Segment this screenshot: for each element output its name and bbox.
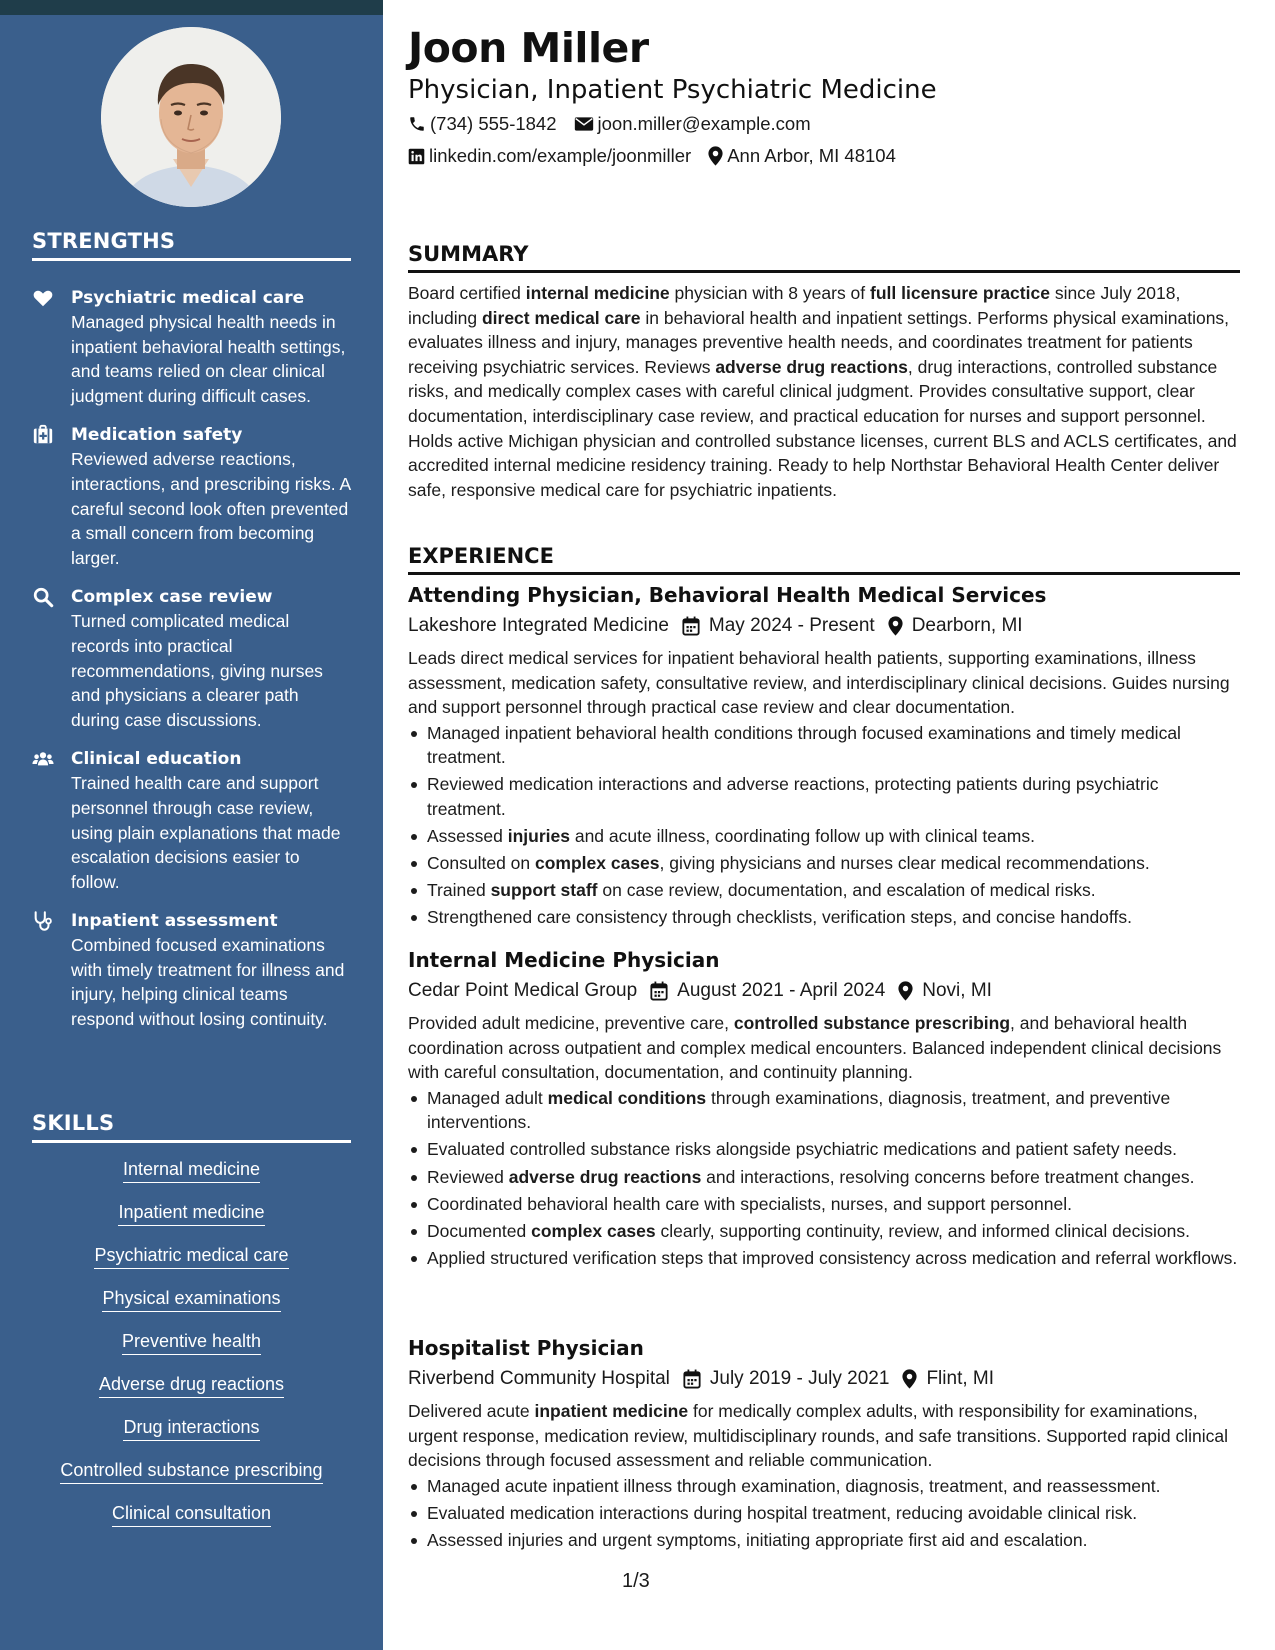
job-company: Riverbend Community Hospital: [408, 1368, 670, 1389]
strength-description: Trained health care and support personnel through case review, using plain explanations that made escalation decisions easier to follow.: [71, 773, 341, 892]
contact-location: Ann Arbor, MI 48104: [708, 145, 896, 167]
bullet-item: Assessed injuries and acute illness, coordinating follow up with clinical teams.: [408, 824, 1240, 849]
medical-kit-icon: [32, 424, 54, 446]
bullet-item: Applied structured verification steps that improved consistency across medication and referral workflows.: [408, 1246, 1240, 1271]
strength-title: Clinical education: [71, 749, 242, 770]
sidebar: [0, 0, 383, 1650]
job-entry: [408, 581, 1240, 933]
linkedin-icon: [408, 148, 425, 165]
heart-icon: [32, 287, 54, 309]
strengths-heading: STRENGTHS: [32, 229, 351, 261]
contact-phone: (734) 555-1842: [408, 113, 557, 135]
summary-text: Board certified internal medicine physician with 8 years of full licensure practice since July 2018, including direct medical care in behavioral health and inpatient settings. Performs physical examinations, evaluates illness and injury, manages preventive health needs, and coordinates treatment for patients receiving psychiatric services. Reviews adverse drug reactions, drug interactions, controlled substance risks, and medically complex cases with careful clinical judgment. Provides consultative support, clear documentation, interdisciplinary case review, and practical education for nurses and support personnel. Holds active Michigan physician and controlled substance licenses, current BLS and ACLS certificates, and accredited internal medicine residency training. Ready to help Northstar Behavioral Health Center deliver safe, responsive medical care for psychiatric inpatients.: [408, 283, 1237, 500]
job-title: Attending Physician, Behavioral Health Medical Services: [408, 583, 1047, 607]
skills-list: [32, 1158, 351, 1545]
job-location: Novi, MI: [898, 977, 992, 1005]
strength-description: Turned complicated medical records into practical recommendations, giving nurses and physicians a clearer path during case discussions.: [71, 611, 323, 730]
job-location: Dearborn, MI: [888, 612, 1023, 640]
job-meta: [408, 977, 1240, 1005]
phone-icon: [408, 115, 426, 133]
experience-heading: EXPERIENCE: [408, 544, 1240, 575]
stethoscope-icon: [32, 910, 54, 932]
skills-heading: SKILLS: [32, 1111, 351, 1143]
bullet-item: Coordinated behavioral health care with specialists, nurses, and support personnel.: [408, 1192, 1240, 1217]
profile-photo: [101, 27, 281, 207]
calendar-icon: [682, 616, 700, 636]
job-title: Hospitalist Physician: [408, 1336, 644, 1360]
job-meta: [408, 1365, 1240, 1393]
job-description: Leads direct medical services for inpatient behavioral health patients, supporting examinations, illness assessment, medication safety, consultative review, and interdisciplinary clinical decisions. Guides nursing and support personnel through practical case review and clear documentation.: [408, 648, 1230, 718]
strength-title: Inpatient assessment: [71, 911, 278, 932]
job-bullets: [408, 1086, 1240, 1271]
skill-item: Psychiatric medical care: [32, 1244, 351, 1269]
contact-row-1: [408, 113, 828, 135]
job-dates: May 2024 - Present: [682, 612, 875, 640]
calendar-icon: [650, 981, 668, 1001]
skill-item: Inpatient medicine: [32, 1201, 351, 1226]
skill-item: Drug interactions: [32, 1416, 351, 1441]
search-icon: [32, 586, 54, 608]
map-pin-icon: [708, 146, 723, 166]
job-company: Cedar Point Medical Group: [408, 980, 638, 1001]
strength-item: [32, 585, 352, 732]
strengths-list: [32, 286, 352, 1047]
skill-item: Clinical consultation: [32, 1502, 351, 1527]
job-entry: [408, 1334, 1240, 1555]
job-description: Provided adult medicine, preventive care, controlled substance prescribing, and behavioral health coordination across outpatient and complex medical encounters. Balanced independent clinical decisions with careful consultation, documentation, and continuity planning.: [408, 1013, 1222, 1083]
skill-item: Adverse drug reactions: [32, 1373, 351, 1398]
skill-item: Controlled substance prescribing: [32, 1459, 351, 1484]
job-location: Flint, MI: [902, 1365, 994, 1393]
envelope-icon: [574, 116, 594, 132]
job-title: Internal Medicine Physician: [408, 948, 720, 972]
strength-item: [32, 747, 352, 894]
bullet-item: Reviewed medication interactions and adverse reactions, protecting patients during psychiatric treatment.: [408, 772, 1240, 821]
users-icon: [32, 748, 54, 770]
job-company: Lakeshore Integrated Medicine: [408, 615, 669, 636]
skill-item: Internal medicine: [32, 1158, 351, 1183]
bullet-item: Evaluated controlled substance risks alongside psychiatric medications and patient safety needs.: [408, 1137, 1240, 1162]
job-dates: August 2021 - April 2024: [650, 977, 885, 1005]
map-pin-icon: [888, 616, 903, 636]
bullet-item: Consulted on complex cases, giving physicians and nurses clear medical recommendations.: [408, 851, 1240, 876]
summary-heading: SUMMARY: [408, 242, 1240, 273]
calendar-icon: [683, 1369, 701, 1389]
job-entry: [408, 946, 1240, 1273]
skill-item: Physical examinations: [32, 1287, 351, 1312]
job-bullets: [408, 721, 1240, 930]
bullet-item: Strengthened care consistency through checklists, verification steps, and concise handoffs.: [408, 905, 1240, 930]
contact-row-2: [408, 145, 913, 167]
map-pin-icon: [898, 981, 913, 1001]
candidate-role: Physician, Inpatient Psychiatric Medicine: [408, 75, 937, 105]
candidate-name: Joon Miller: [408, 24, 649, 72]
bullet-item: Managed adult medical conditions through examinations, diagnosis, treatment, and preventive interventions.: [408, 1086, 1240, 1135]
page-number: 1/3: [622, 1570, 650, 1592]
contact-linkedin: linkedin.com/example/joonmiller: [408, 145, 691, 167]
job-bullets: [408, 1474, 1240, 1553]
bullet-item: Assessed injuries and urgent symptoms, initiating appropriate first aid and escalation.: [408, 1528, 1240, 1553]
bullet-item: Managed acute inpatient illness through examination, diagnosis, treatment, and reassessment.: [408, 1474, 1240, 1499]
job-dates: July 2019 - July 2021: [683, 1365, 890, 1393]
strength-item: [32, 909, 352, 1031]
strength-item: [32, 286, 352, 408]
skill-item: Preventive health: [32, 1330, 351, 1355]
bullet-item: Documented complex cases clearly, supporting continuity, review, and informed clinical decisions.: [408, 1219, 1240, 1244]
bullet-item: Managed inpatient behavioral health conditions through focused examinations and timely medical treatment.: [408, 721, 1240, 770]
strength-item: [32, 423, 352, 570]
strength-description: Reviewed adverse reactions, interactions, and prescribing risks. A careful second look often prevented a small concern from becoming larger.: [71, 449, 351, 568]
map-pin-icon: [902, 1369, 917, 1389]
bullet-item: Trained support staff on case review, documentation, and escalation of medical risks.: [408, 878, 1240, 903]
strength-title: Medication safety: [71, 425, 243, 446]
job-meta: [408, 612, 1240, 640]
strength-title: Complex case review: [71, 587, 273, 608]
bullet-item: Evaluated medication interactions during hospital treatment, reducing avoidable clinical risk.: [408, 1501, 1240, 1526]
strength-description: Combined focused examinations with timely treatment for illness and injury, helping clinical teams respond without losing continuity.: [71, 935, 345, 1030]
contact-email: joon.miller@example.com: [574, 113, 811, 135]
strength-description: Managed physical health needs in inpatient behavioral health settings, and teams relied on clear clinical judgment during difficult cases.: [71, 312, 346, 406]
bullet-item: Reviewed adverse drug reactions and interactions, resolving concerns before treatment changes.: [408, 1165, 1240, 1190]
job-description: Delivered acute inpatient medicine for medically complex adults, with responsibility for examinations, urgent response, medication review, multidisciplinary rounds, and safe transitions. Supported rapid clinical decisions through focused assessment and reliable communication.: [408, 1401, 1229, 1471]
sidebar-top-bar: [0, 0, 383, 15]
strength-title: Psychiatric medical care: [71, 288, 305, 308]
